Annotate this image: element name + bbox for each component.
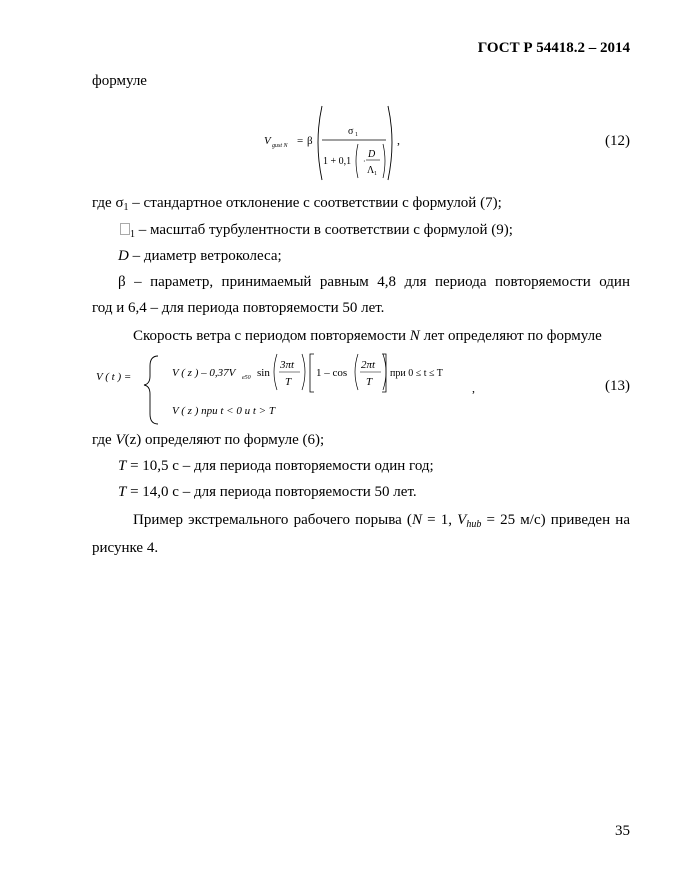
f12-inner-denominator-sub: 1 — [374, 171, 377, 177]
f13-paren2-left — [355, 354, 358, 390]
def-beta-line1: β – параметр, принимаемый равным 4,8 для периода повторяемости один — [118, 274, 630, 290]
equation-number-13: (13) — [605, 378, 630, 394]
example-line2: рисунке 4. — [92, 540, 159, 556]
f12-comma: , — [397, 133, 400, 147]
formula-13 — [92, 352, 512, 428]
f12-inner-left-paren — [356, 144, 358, 178]
f12-lhs-subscript: gust N — [272, 143, 288, 149]
f12-denominator-left: 1 + 0,1 — [323, 156, 352, 167]
f12-inner-numerator: D — [368, 149, 376, 160]
f13-left-brace — [144, 356, 158, 424]
def-diameter-text: – диаметр ветроколеса; — [132, 248, 282, 264]
f12-left-paren — [318, 106, 322, 180]
def-diameter — [118, 248, 282, 265]
f12-numerator-sub: 1 — [355, 132, 358, 138]
f13-paren2-right — [383, 354, 386, 390]
example-line1-c: = 25 м/с) приведен на — [481, 512, 630, 528]
def-vz-prefix: где — [92, 432, 116, 448]
def-t2 — [118, 484, 417, 501]
example-line1-b: = 1, — [421, 512, 458, 528]
example-n: N — [411, 512, 422, 528]
def-diameter-symbol: D — [118, 248, 129, 264]
def-sigma — [92, 195, 502, 213]
missing-glyph-icon — [120, 223, 130, 235]
f13-case1-a-sub: e50 — [242, 375, 251, 381]
def-t2-symbol: T — [118, 484, 127, 500]
def-t1-text: = 10,5 с – для периода повторяемости один год; — [126, 458, 434, 474]
def-vz — [92, 432, 324, 449]
def-lambda-text: – масштаб турбулентности в соответствии с формулой (9); — [138, 222, 513, 238]
f13-case1-a: V ( z ) – 0,37V — [172, 367, 236, 379]
f13-lhs: V ( t ) = — [96, 371, 132, 383]
intro-text: формуле — [92, 73, 147, 89]
f13-frac2-num: 2πt — [361, 359, 376, 371]
f13-case1-mid: 1 – cos — [316, 367, 348, 379]
f12-beta: β — [307, 135, 313, 147]
f13-case2: V ( z ) при t < 0 и t > T — [172, 405, 275, 417]
example-v-sub: hub — [466, 519, 482, 530]
def-lambda-sub: 1 — [130, 229, 135, 240]
f13-frac1-den: T — [285, 376, 292, 388]
def-sigma-symbol: σ — [115, 195, 124, 211]
f13-case1-sin: sin — [257, 367, 270, 379]
f12-lhs-symbol: V — [264, 135, 271, 147]
example-v: V — [457, 512, 467, 528]
f12-inner-denominator: Λ — [367, 165, 375, 176]
f12-numerator: σ — [348, 126, 354, 137]
def-t2-text: = 14,0 с – для периода повторяемости 50 лет. — [126, 484, 417, 500]
example-line1-a: Пример экстремального рабочего порыва ( — [133, 512, 412, 528]
def-vz-symbol: V — [115, 432, 125, 448]
def-sigma-sub: 1 — [123, 202, 129, 213]
speed-paragraph-n: N — [409, 328, 420, 344]
f13-case1-cond: при 0 ≤ t ≤ T — [390, 368, 443, 379]
f12-dot: · — [363, 157, 366, 166]
f13-frac2-den: T — [366, 376, 373, 388]
f13-frac1-num: 3πt — [280, 359, 295, 371]
formula-12-graphic — [260, 100, 420, 184]
speed-paragraph-post: лет определяют по формуле — [419, 328, 602, 344]
document-header: ГОСТ Р 54418.2 – 2014 — [477, 40, 630, 56]
speed-paragraph — [133, 328, 602, 345]
example-line1 — [133, 512, 630, 530]
def-t1-symbol: T — [118, 458, 127, 474]
def-lambda — [120, 222, 513, 240]
f12-right-paren — [388, 106, 392, 180]
def-sigma-prefix: где — [92, 195, 116, 211]
page-number: 35 — [615, 823, 630, 839]
def-vz-text: (z) определяют по формуле (6); — [124, 432, 325, 448]
def-t1 — [118, 458, 434, 475]
def-sigma-text: – стандартное отклонение с соответствии с формулой (7); — [132, 195, 502, 211]
f12-inner-right-paren — [383, 144, 385, 178]
formula-12 — [260, 100, 420, 184]
f13-paren1-right — [302, 354, 305, 390]
def-beta-line2: год и 6,4 – для периода повторяемости 50 лет. — [92, 300, 385, 316]
formula-13-graphic — [92, 352, 512, 428]
f13-comma: , — [472, 381, 475, 395]
f13-paren1-left — [274, 354, 277, 390]
speed-paragraph-pre: Скорость ветра с периодом повторяемости — [133, 328, 410, 344]
f12-equals: = — [297, 135, 304, 147]
f13-bracket-left — [310, 354, 314, 392]
equation-number-12: (12) — [605, 133, 630, 149]
